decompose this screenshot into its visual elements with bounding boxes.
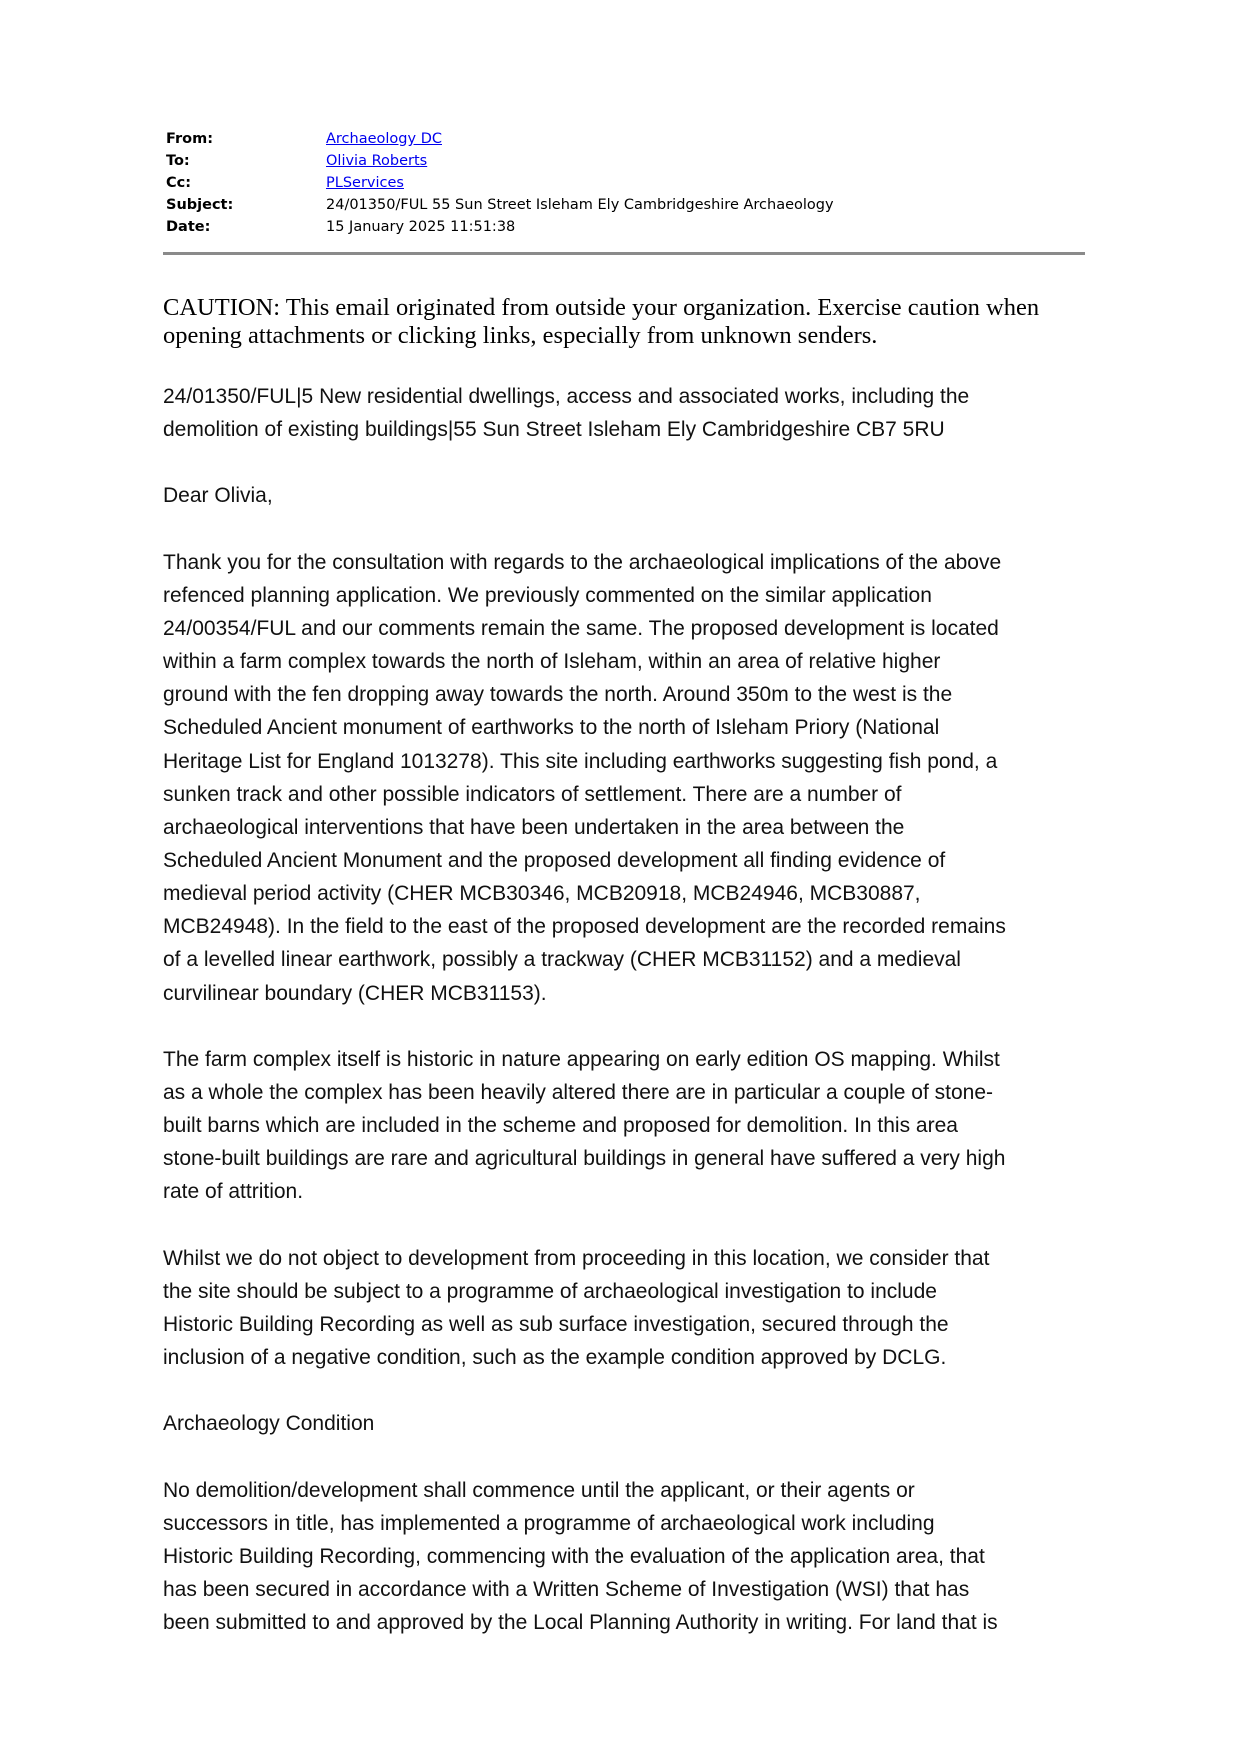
body-line: built barns which are included in the scheme and proposed for demolition. In this area: [163, 1114, 958, 1138]
from-link[interactable]: Archaeology DC: [326, 131, 442, 147]
body-line: [163, 446, 1006, 479]
body-line: sunken track and other possible indicators of settlement. There are a number of: [163, 782, 902, 806]
date-label: Date:: [166, 219, 211, 235]
body-line: been submitted to and approved by the Local Planning Authority in writing. For land that is: [163, 1611, 998, 1635]
body-line: within a farm complex towards the north of Isleham, within an area of relative higher: [163, 650, 941, 674]
body-line: of a levelled linear earthwork, possibly a trackway (CHER MCB31152) and a medieval: [163, 948, 961, 972]
cc-row: [166, 172, 834, 194]
body-line: MCB24948). In the field to the east of the proposed development are the recorded remains: [163, 915, 1006, 939]
from-row: [166, 128, 834, 150]
body-line: [163, 513, 1006, 546]
body-line: The farm complex itself is historic in nature appearing on early edition OS mapping. Whilst: [163, 1047, 1000, 1071]
body-line: [163, 1374, 1006, 1407]
subject-label: Subject:: [166, 197, 234, 213]
email-body: [163, 380, 1006, 1639]
body-line: has been secured in accordance with a Written Scheme of Investigation (WSI) that has: [163, 1578, 970, 1602]
body-line: Whilst we do not object to development from proceeding in this location, we consider that: [163, 1246, 990, 1270]
body-line: inclusion of a negative condition, such as the example condition approved by DCLG.: [163, 1346, 947, 1370]
to-row: [166, 150, 834, 172]
date-row: [166, 216, 834, 238]
cc-label: Cc:: [166, 175, 192, 191]
cc-link[interactable]: PLServices: [326, 175, 404, 191]
body-line: Dear Olivia,: [163, 484, 273, 508]
body-line: Historic Building Recording, commencing with the evaluation of the application area, that: [163, 1544, 985, 1568]
subject-row: [166, 194, 834, 216]
caution-line: CAUTION: This email originated from outside your organization. Exercise caution when: [163, 294, 1040, 321]
body-line: demolition of existing buildings|55 Sun Street Isleham Ely Cambridgeshire CB7 5RU: [163, 418, 945, 442]
caution-notice: [163, 294, 1039, 350]
to-label: To:: [166, 153, 190, 169]
from-label: From:: [166, 131, 213, 147]
body-line: the site should be subject to a programme of archaeological investigation to include: [163, 1279, 937, 1303]
body-line: 24/01350/FUL|5 New residential dwellings, access and associated works, including the: [163, 385, 970, 408]
header-divider: [163, 252, 1085, 255]
body-line: Scheduled Ancient Monument and the proposed development all finding evidence of: [163, 848, 946, 872]
email-header: [166, 128, 834, 238]
body-line: stone-built buildings are rare and agricultural buildings in general have suffered a very high: [163, 1147, 1006, 1171]
body-line: [163, 1010, 1006, 1043]
body-line: Scheduled Ancient monument of earthworks to the north of Isleham Priory (National: [163, 716, 940, 740]
body-line: No demolition/development shall commence until the applicant, or their agents or: [163, 1478, 915, 1502]
body-line: [163, 1209, 1006, 1242]
date-value: 15 January 2025 11:51:38: [326, 219, 516, 235]
body-line: curvilinear boundary (CHER MCB31153).: [163, 981, 547, 1005]
body-line: as a whole the complex has been heavily altered there are in particular a couple of stone-: [163, 1080, 993, 1104]
body-line: 24/00354/FUL and our comments remain the same. The proposed development is located: [163, 616, 999, 640]
body-line: rate of attrition.: [163, 1180, 304, 1204]
subject-value: 24/01350/FUL 55 Sun Street Isleham Ely Cambridgeshire Archaeology: [326, 197, 834, 213]
body-line: [163, 1441, 1006, 1474]
body-line: Historic Building Recording as well as sub surface investigation, secured through the: [163, 1312, 949, 1336]
body-line: successors in title, has implemented a programme of archaeological work including: [163, 1511, 935, 1535]
to-link[interactable]: Olivia Roberts: [326, 153, 428, 169]
body-line: Heritage List for England 1013278). This site including earthworks suggesting fish pond, a: [163, 749, 998, 773]
body-line: Thank you for the consultation with regards to the archaeological implications of the above: [163, 550, 1002, 574]
body-line: ground with the fen dropping away towards the north. Around 350m to the west is the: [163, 683, 953, 707]
body-line: Archaeology Condition: [163, 1412, 375, 1436]
body-line: refenced planning application. We previously commented on the similar application: [163, 583, 932, 607]
caution-line: opening attachments or clicking links, especially from unknown senders.: [163, 322, 878, 349]
body-line: medieval period activity (CHER MCB30346, MCB20918, MCB24946, MCB30887,: [163, 882, 921, 906]
body-line: archaeological interventions that have been undertaken in the area between the: [163, 815, 905, 839]
